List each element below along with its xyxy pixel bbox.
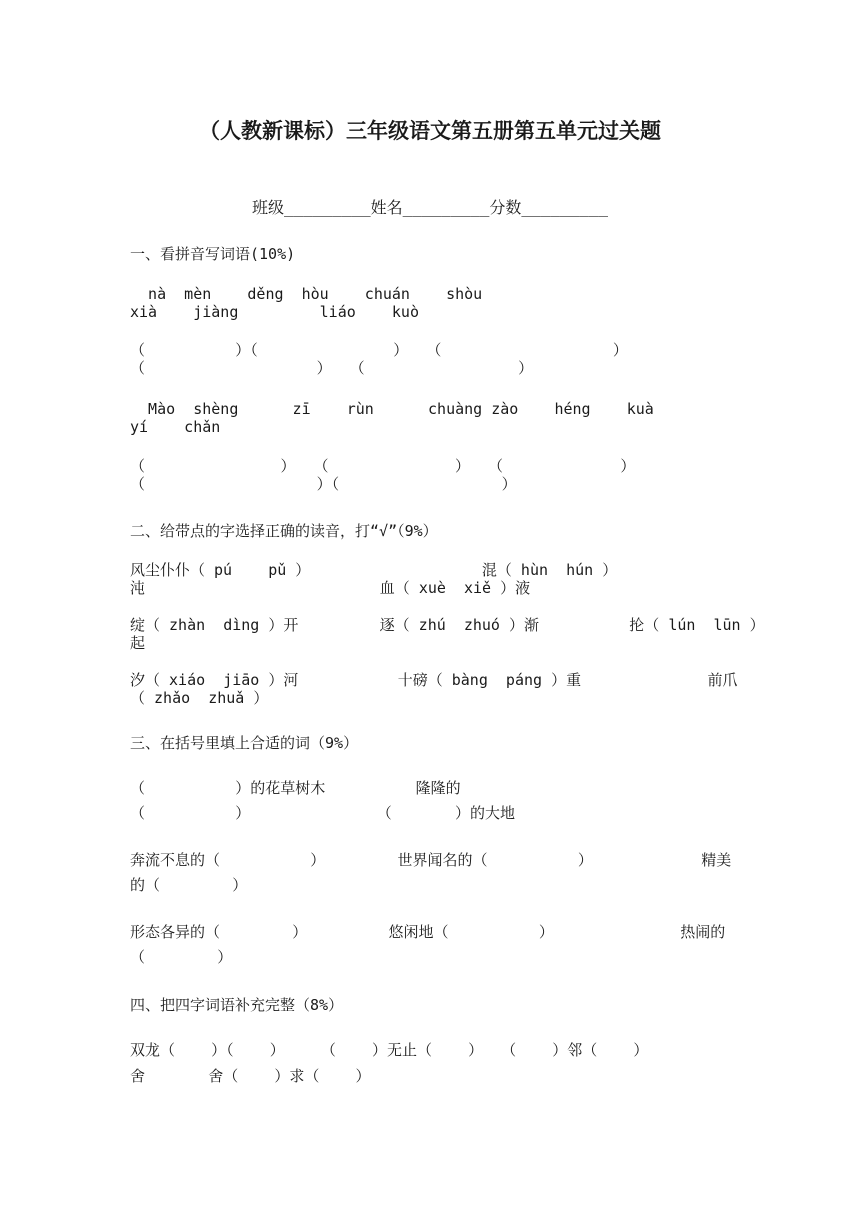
document-title: （人教新课标）三年级语文第五册第五单元过关题 xyxy=(199,118,661,143)
pinyin-line: xià jiàng liáo kuò xyxy=(130,303,419,321)
reading-choice-line: 沌 血（ xuè xiě ）液 xyxy=(130,579,531,597)
reading-choice-line: 汐（ xiáo jiāo ）河 十磅（ bàng páng ）重 前爪 xyxy=(130,671,738,689)
answer-brackets-line: （ ） （ ） xyxy=(130,359,534,377)
pinyin-line: yí chǎn xyxy=(130,418,221,436)
section3-heading: 三、在括号里填上合适的词（9%） xyxy=(130,734,359,752)
reading-choice-line: （ zhǎo zhuǎ ） xyxy=(130,689,269,707)
pinyin-line: Mào shèng zī rùn chuàng zào héng kuà xyxy=(130,400,654,418)
reading-choice-line: 起 xyxy=(130,634,146,652)
fill-word-line: 的（ ） xyxy=(130,876,248,894)
fill-word-line: （ ） （ ）的大地 xyxy=(130,804,515,822)
answer-brackets-line: （ ）（ ） xyxy=(130,475,517,493)
idiom-completion-line: 双龙（ ）（ ） （ ）无止（ ） （ ）邻（ ） xyxy=(130,1041,649,1059)
fill-word-line: （ ）的花草树木 隆隆的 xyxy=(130,779,461,797)
section4-heading: 四、把四字词语补充完整（8%） xyxy=(130,996,344,1014)
reading-choice-line: 风尘仆仆（ pú pǔ ） 混（ hùn hún ） xyxy=(130,561,618,579)
section1-heading: 一、看拼音写词语(10%) xyxy=(130,245,296,263)
answer-brackets-line: （ ）（ ） （ ） xyxy=(130,341,628,359)
reading-choice-line: 绽（ zhàn dìng ）开 逐（ zhú zhuó ）渐 抡（ lún lūn ） xyxy=(130,616,765,634)
section2-heading: 二、给带点的字选择正确的读音，打“√”（9%） xyxy=(130,522,438,540)
idiom-completion-line: 舍 舍（ ）求（ ） xyxy=(130,1067,371,1085)
student-info-line: 班级_________姓名_________分数_________ xyxy=(251,198,609,217)
fill-word-line: 奔流不息的（ ） 世界闻名的（ ） 精美 xyxy=(130,851,732,869)
fill-word-line: （ ） xyxy=(130,948,233,966)
fill-word-line: 形态各异的（ ） 悠闲地（ ） 热闹的 xyxy=(130,923,726,941)
answer-brackets-line: （ ） （ ） （ ） xyxy=(130,457,636,475)
pinyin-line: nà mèn děng hòu chuán shòu xyxy=(130,285,483,303)
